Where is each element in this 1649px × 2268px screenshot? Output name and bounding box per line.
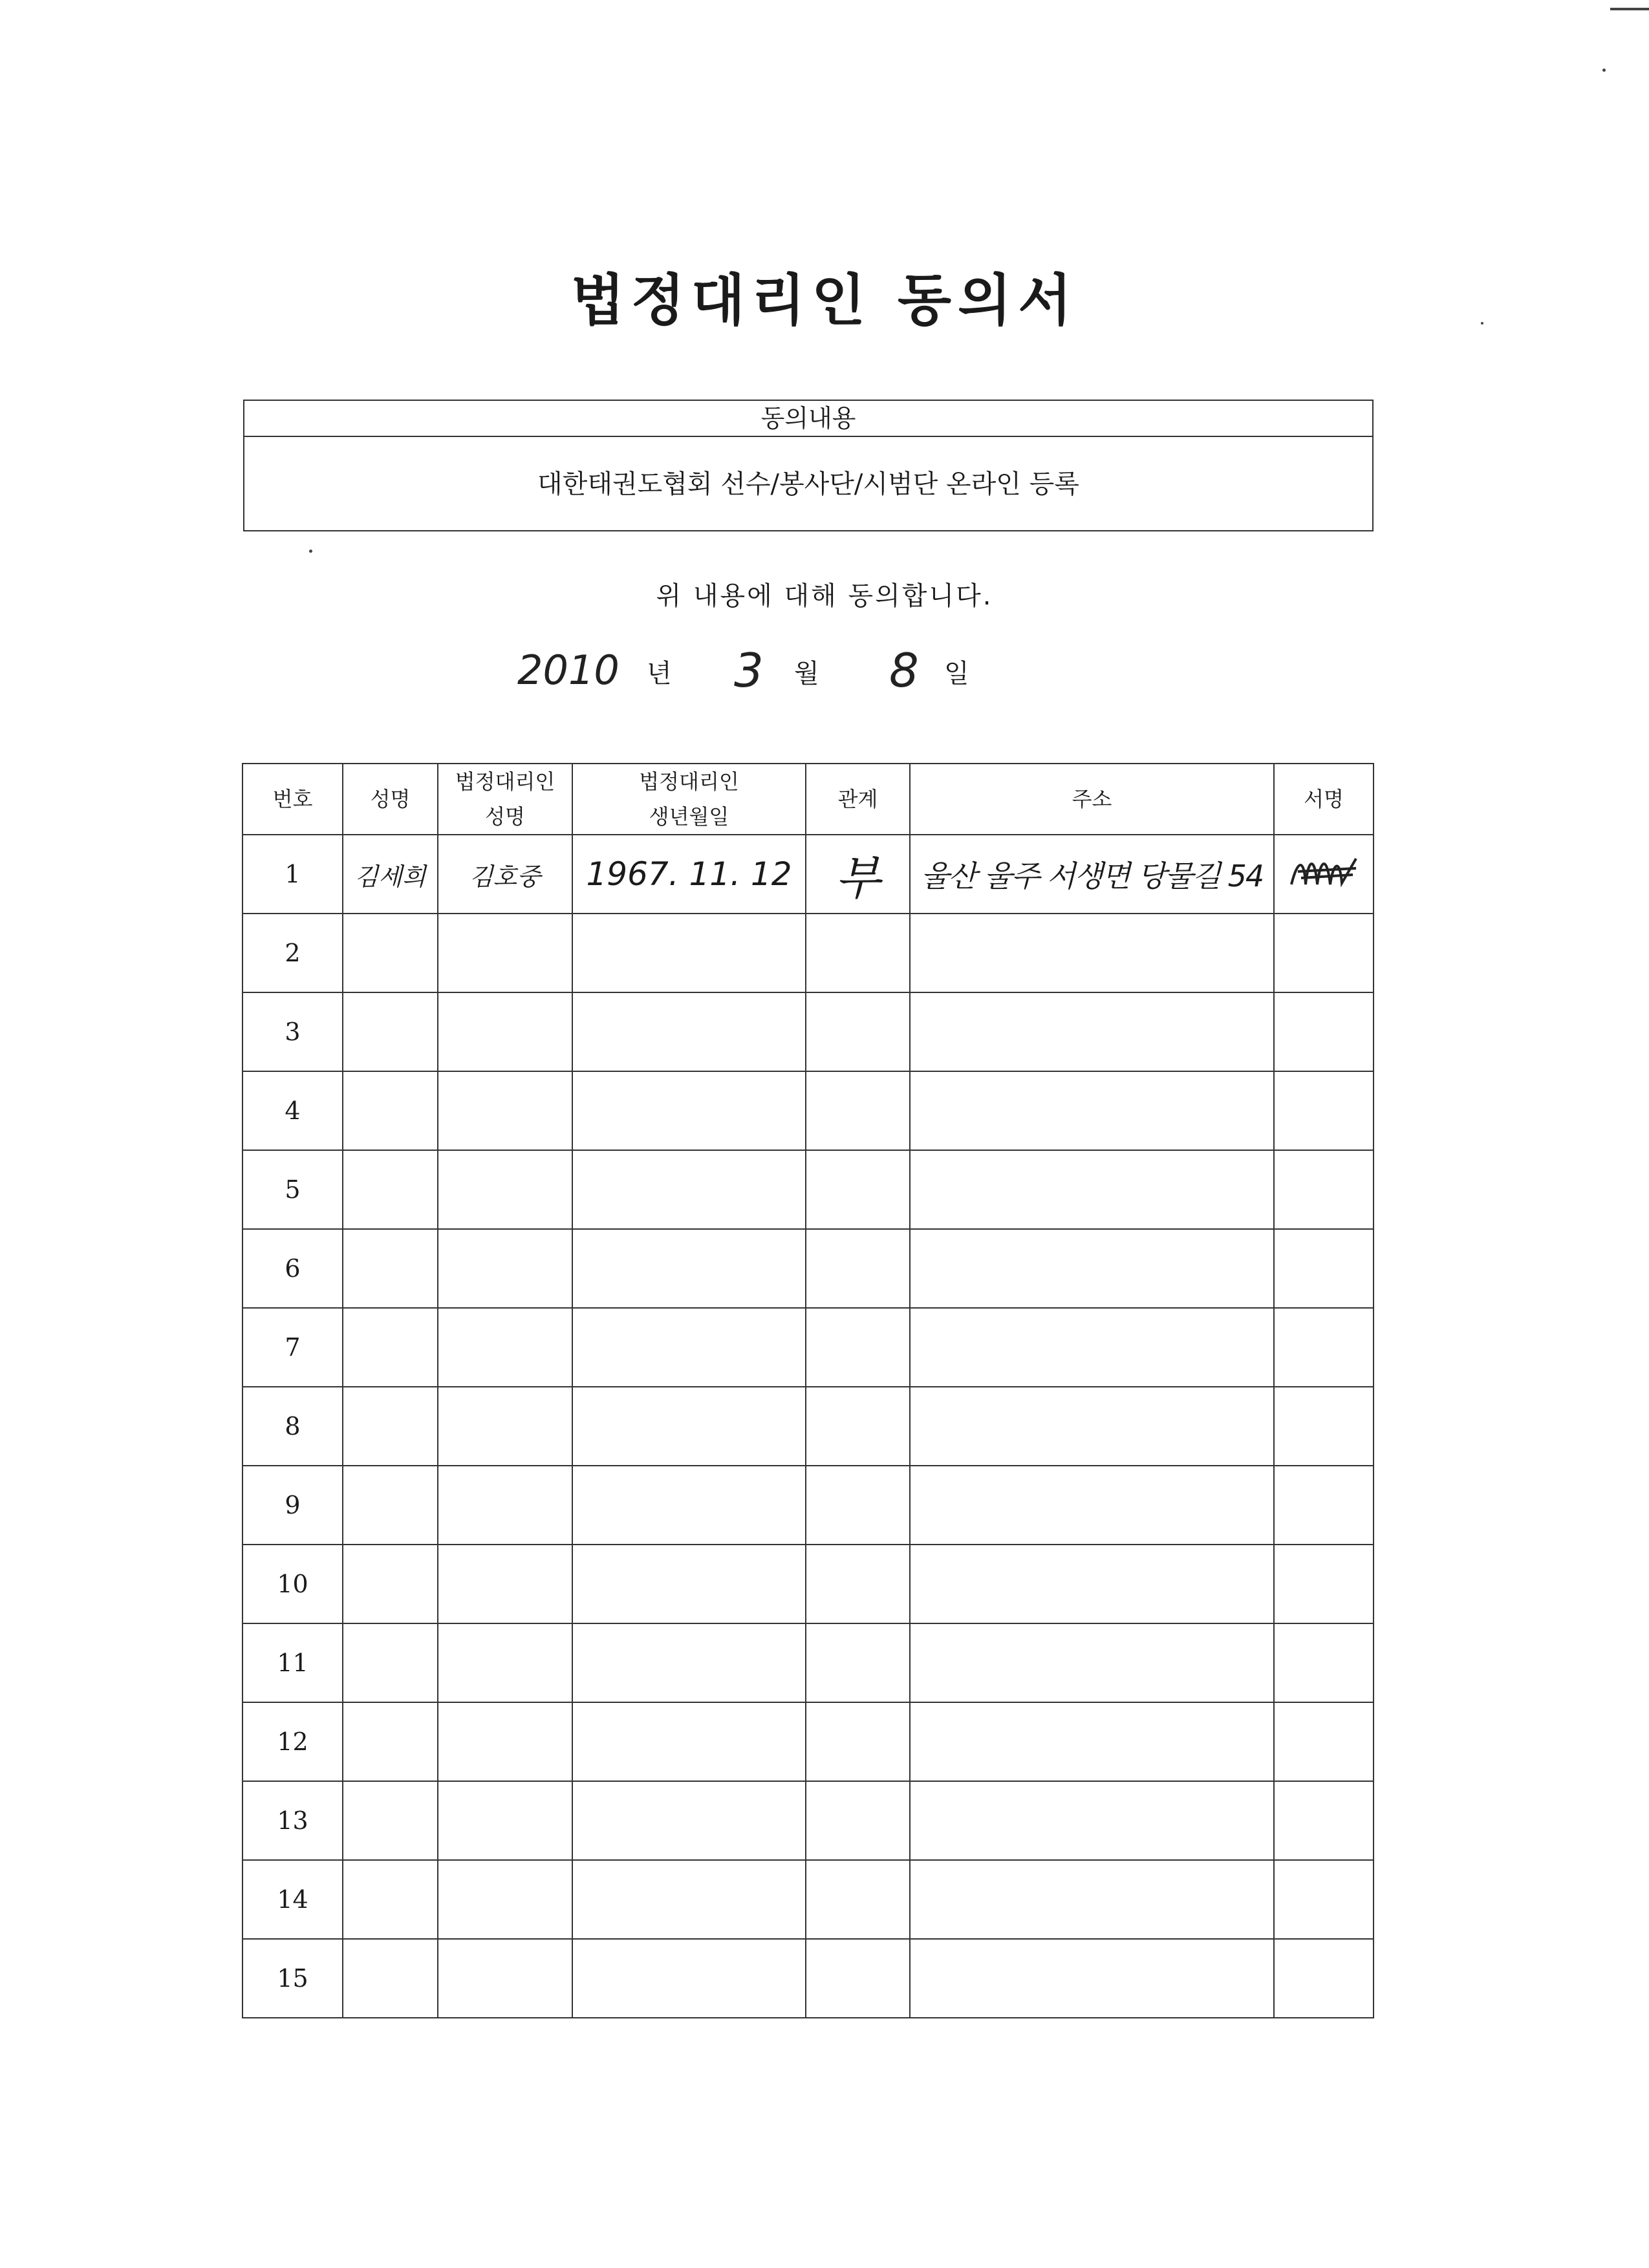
signature-scribble	[1285, 846, 1363, 897]
scan-edge-mark	[1610, 8, 1649, 10]
signature-handwritten	[1274, 835, 1374, 914]
table-row	[242, 1387, 1374, 1466]
table-row	[242, 1229, 1374, 1308]
row-number: 4	[242, 1071, 343, 1150]
row-number: 15	[242, 1939, 343, 2018]
row-number: 5	[242, 1150, 343, 1229]
relation-handwritten: 부	[806, 835, 910, 914]
header-guardian-birth-line1: 법정대리인	[639, 769, 739, 794]
table-row	[242, 1545, 1374, 1623]
agreement-statement: 위 내용에 대해 동의합니다.	[656, 581, 993, 611]
date-year-label: 년	[647, 659, 672, 689]
scan-speck	[309, 550, 312, 553]
row-number: 8	[242, 1387, 343, 1466]
date-month-label: 월	[794, 659, 819, 689]
header-address: 주소	[910, 764, 1274, 835]
row-number: 3	[242, 992, 343, 1071]
table-row	[242, 1939, 1374, 2018]
consent-box	[243, 400, 1374, 531]
table-row	[242, 1702, 1374, 1781]
date-day-handwritten: 8	[889, 643, 919, 698]
row-number: 12	[242, 1702, 343, 1781]
guardian-name-handwritten: 김호중	[438, 835, 572, 914]
guardian-birth-handwritten: 1967. 11. 12	[572, 835, 806, 914]
header-guardian-name	[438, 764, 572, 835]
table-row	[242, 914, 1374, 992]
table-row	[242, 992, 1374, 1071]
header-signature: 서명	[1274, 764, 1374, 835]
table-row	[242, 1781, 1374, 1860]
scan-speck	[1602, 69, 1606, 72]
row-number: 11	[242, 1623, 343, 1702]
table-row	[242, 1071, 1374, 1150]
table-row	[242, 1150, 1374, 1229]
table-row	[242, 1308, 1374, 1387]
header-number: 번호	[242, 764, 343, 835]
header-guardian-birth-line2: 생년월일	[649, 804, 729, 829]
header-name: 성명	[343, 764, 438, 835]
row-number: 6	[242, 1229, 343, 1308]
table-header-row	[242, 764, 1374, 835]
table-row	[242, 835, 1374, 914]
header-guardian-name-line2: 성명	[485, 804, 525, 829]
row-number: 7	[242, 1308, 343, 1387]
student-name-handwritten: 김세희	[343, 835, 438, 914]
row-number: 10	[242, 1545, 343, 1623]
header-guardian-birth	[572, 764, 806, 835]
address-handwritten: 울산 울주 서생면 당물길 54	[910, 835, 1274, 914]
table-row	[242, 1860, 1374, 1939]
header-relation: 관계	[806, 764, 910, 835]
scan-speck	[1481, 322, 1483, 325]
consent-header: 동의내용	[244, 401, 1372, 437]
date-year-handwritten: 2010	[517, 647, 620, 694]
consent-content: 대한태권도협회 선수/봉사단/시범단 온라인 등록	[537, 469, 1079, 499]
document-title: 법정대리인 동의서	[570, 268, 1079, 333]
row-number: 1	[242, 835, 343, 914]
row-number: 14	[242, 1860, 343, 1939]
row-number: 9	[242, 1466, 343, 1545]
date-month-handwritten: 3	[734, 643, 764, 698]
table-row	[242, 1623, 1374, 1702]
row-number: 13	[242, 1781, 343, 1860]
date-day-label: 일	[944, 659, 969, 689]
row-number: 2	[242, 914, 343, 992]
table-row	[242, 1466, 1374, 1545]
registration-table	[242, 763, 1374, 2018]
header-guardian-name-line1: 법정대리인	[455, 769, 555, 794]
